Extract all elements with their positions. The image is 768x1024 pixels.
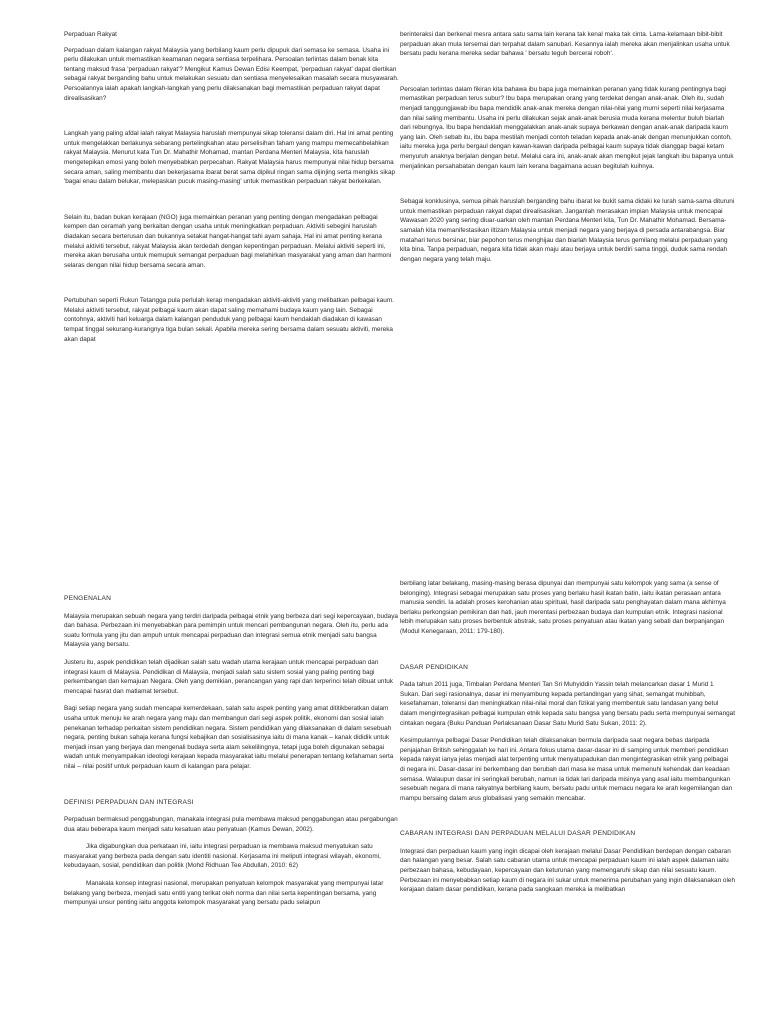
paragraph: Perpaduan dalam kalangan rakyat Malaysia yang berbilang kaum perlu dipupuk dari semasa ke semasa. Usaha ini perlu dilakukan untuk memastikan keamanan negara sentiasa terpelihara. Persoalan terlintas dalam benak kita tentang maksud frasa 'perpaduan rakyat'? Mengikut Kamus Dewan Edisi Keempat, 'perpaduan rakyat' dapat diertikan sebagai rakyat berganding bahu untuk melakukan sesuatu dan sentiasa menyelesaikan masalah secara musyawarah. Persoalannya ialah apakah langkah-langkah yang perlu dilaksanakan bagi memastikan perpaduan rakyat dapat direalisasikan? xyxy=(64,46,399,102)
paragraph: Justeru itu, aspek pendidikan telah dijadikan salah satu wadah utama kerajaan untuk mencapai perpaduan dan integrasi kaum di Malaysia. Pendidikan di Malaysia, menjadi salah satu sistem sosial yang paling penting bagi perkembangan dan kemajuan Negara. Oleh yang demikian, perancangan yang rapi dan terperinci telah dibuat untuk mencapai hasrat dan matlamat tersebut. xyxy=(64,658,393,695)
page2-left-column xyxy=(64,590,399,1022)
paragraph: berinteraksi dan berkenal mesra antara satu sama lain kerana tak kenal maka tak cinta. Lama-kelamaan bibit-bibit perpaduan akan mula tersemai dan terpahat dalam sanubari. Kesannya ialah mereka akan menjalinkan usaha untuk bersatu padu kerana mereka sedar bahawa ' bersatu teguh bercerai roboh'. xyxy=(400,31,730,58)
paragraph: Selain itu, badan bukan kerajaan (NGO) juga memainkan peranan yang penting dengan mengadakan pelbagai kempen dan ceramah yang berkaitan dengan usaha untuk meningkatkan perpaduan. Aktiviti sebegini haruslah diadakan secara berterusan dan bukannya setakat hangat-hangat tahi ayam sahaja. Hal ini amat penting kerana melalui aktiviti tersebut, rakyat Malaysia akan terdedah dengan kepentingan perpaduan. Melalui aktiviti seperti ini, mereka akan berusaha untuk memupuk semangat perpaduan bagi melahirkan masyarakat yang aman dan harmoni selaras dengan nilai hidup bersama secara aman. xyxy=(64,213,392,269)
paragraph: Pertubuhan seperti Rukun Tetangga pula perlulah kerap mengadakan aktiviti-aktiviti yang melibatkan pelbagai kaum. Melalui aktiviti tersebut, rakyat pelbagai kaum akan dapat saling memahami budaya kaum yang lain. Sebagai contohnya, aktiviti hari keluarga dalam kalangan penduduk yang pelbagai kaum hendaklah diadakan di kawasan tempat tinggal sekurang-kurangnya tiga bulan sekali. Apabila mereka sering bersama dalam sesuatu aktiviti, mereka akan dapat xyxy=(64,297,394,343)
page2-right-column xyxy=(400,579,735,1022)
section-heading: CABARAN INTEGRASI DAN PERPADUAN MELALUI DASAR PENDIDIKAN xyxy=(400,830,636,838)
page1-left-column xyxy=(64,30,399,510)
document-page-2 xyxy=(0,512,768,1024)
paragraph: Pada tahun 2011 juga, Timbalan Perdana Menteri Tan Sri Muhyiddin Yassin telah melancarkan dasar 1 Murid 1 Sukan. Dari segi rasionalnya, dasar ini menyambung kepada pertandingan yang sihat, semangat muhibbah, kesefahaman, toleransi dan meningkatkan nilai-nilai moral dan fizikal yang membentuk satu landasan yang betul dalam mengintegrasikan pelbagai kumpulan etnik kepada satu bangsa yang bersatu padu serta mempunyai semangat cintakan negara (Buku Panduan Perlaksanaan Dasar Satu Murid Satu Sukan, 2011: 2). xyxy=(400,681,735,727)
paragraph: Perpaduan bermaksud penggabungan, manakala integrasi pula membawa maksud penggabungan atau pergabungan dua atau beberapa kaum menjadi satu kesatuan atau penyatuan (Kamus Dewan, 2002). xyxy=(64,816,398,833)
paragraph: Sebagai konklusinya, semua pihak haruslah berganding bahu ibarat ke bukit sama didaki ke lurah sama-sama dituruni untuk memastikan perpaduan rakyat dapat direalisasikan. Janganlah merasakan impian Malaysia untuk mencapai Wawasan 2020 yang sering diuar-uarkan oleh mantan Perdana Menteri kita, Tun Dr. Mahathir Mohamad. Bersama-samalah kita memanifestasikan iltizam Malaysia untuk menjadi negara yang berjaya di persada antarabangsa. Biar matahari terus bersinar, biar pepohon terus menghijau dan biarlah Malaysia terus gemilang melalui perpaduan yang kita bina. Tanpa perpaduan, negara kita tidak akan maju atau berjaya untuk berdiri sama tinggi, duduk sama rendah dengan negara yang telah maju. xyxy=(400,198,735,263)
paragraph: Kesimpulannya pelbagai Dasar Pendidikan telah dilaksanakan bermula daripada saat negara bebas daripada penjajahan British sehinggalah ke hari ini. Antara fokus utama dasar-dasar ini di samping untuk memberi pendidikan kepada rakyat ianya jelas menjadi alat terpenting untuk menyatupadukan dan mengintegrasikan etnik yang pelbagai di negara ini. Dasar-dasar ini berkembang dan berubah dari masa ke masa untuk memenuhi kehendak dan keadaan semasa. Walaupun dasar ini seringkali berubah, namun ia tidak lari daripada misinya yang asal iaitu membangunkan sesebuah negara di mana rakyatnya berbilang kaum, bersatu padu untuk memacu negara ke arah kegemilangan dan mampu bersaing dalam arus globalisasi yang semakin mencabar. xyxy=(400,737,733,802)
essay-title: Perpaduan Rakyat xyxy=(64,31,117,38)
section-heading: DASAR PENDIDIKAN xyxy=(400,663,469,671)
paragraph: Jika digabungkan dua perkataan ini, iaitu integrasi perpaduan ia membawa maksud menyatukan satu masyarakat yang berbeza pada dengan satu identiti nasional. Kerjasama ini meliputi integrasi wilayah, ekonomi, kebudayaan, sosial, pendidikan dan politik (Mohd Ridhuan Tee Abdullah, 2010: 62) xyxy=(64,843,381,870)
section-heading: PENGENALAN xyxy=(64,595,112,602)
paragraph: Integrasi dan perpaduan kaum yang ingin dicapai oleh kerajaan melalui Dasar Pendidikan berdepan dengan cabaran dan halangan yang besar. Salah satu cabaran utama untuk mencapai perpaduan kaum ini ialah aspek dalaman iaitu perbezaan bahasa, kebudayaan, kepercayaan dan keturunan yang memengaruhi sikap dan nilai sesuatu kaum. Perbezaan ini menyebabkan setiap kaum di negara ini sukar untuk menerima perubahan yang ingin dilaksanakan oleh kerajaan dalam dasar pendidikan, kerana pada sangkaan mereka ia melibatkan xyxy=(400,847,735,894)
paragraph: Manakala konsep integrasi nasional, merupakan penyatuan kelompok masyarakat yang mempunyai latar belakang yang berbeza, menjadi satu entiti yang terikat oleh norma dan nilai serta kepentingan bersama, yang mempunyai unsur penting iaitu anggota kelompok masyarakat yang bersatu padu selaipun xyxy=(64,880,384,907)
paragraph: Malaysia merupakan sebuah negara yang terdiri daripada pelbagai etnik yang berbeza dari segi kepercayaan, budaya dan bahasa. Perbezaan ini menyebabkan para pemimpin untuk mencari pembangunan negara. Oleh itu, perlu ada suatu formula yang jitu dan ampuh untuk mencapai perpaduan dan integrasi semua etnik menjadi satu bangsa Malaysia yang bersatu. xyxy=(64,612,398,649)
paragraph: berbilang latar belakang, masing-masing berasa dipunyai dan mempunyai satu kelompok yang sama (a sense of belonging). Integrasi sebagai merupakan satu proses yang berlaku hasil ikatan batin, iaitu ikatan perasaan antara manusia sendiri. Ia adalah proses kerohanian atau spiritual, hasil daripada satu penghayatan dalam mana akhirnya berlaku perkongsian pemikiran dan hati, jauh merentasi perbezaan budaya dan kumpulan etnik. Integrasi nasional lebih merupakan satu proses berbentuk abstrak, satu proses penyatuan atau ikatan yang sebati dan berpanjangan (Modul Kenegaraan, 2011: 179-180). xyxy=(400,580,726,635)
paragraph: Bagi setiap negara yang sudah mencapai kemerdekaan, salah satu aspek penting yang amat dititikberatkan dalam usaha untuk menuju ke arah negara yang maju dan membangun dari segi aspek politik, ekonomi dan sosial ialah penekanan terhadap perkaitan sistem pendidikan negara. Sistem pendidikan yang dilaksanakan di dalam sesebuah negara, penting bukan sahaja kerana fungsi kebajikan dan sosialisasinya iaitu di mana kanak – kanak dididik untuk menjadi insan yang berjaya dan mengenali budaya serta alam sekelilingnya, tetapi juga boleh digunakan sebagai wadah untuk menyampaikan ideologi kerajaan kepada masyarakat iaitu melalui penerapan tentang kefahaman serta nilai – nilai positif untuk perpaduan kaum di kalangan para pelajar. xyxy=(64,705,394,770)
section-heading: DEFINISI PERPADUAN DAN INTEGRASI xyxy=(64,798,194,806)
paragraph: Persoalan terlintas dalam fikiran kita bahawa ibu bapa juga memainkan peranan yang tidak kurang pentingnya bagi memastikan perpaduan terus subur? Ibu bapa merupakan orang yang terdekat dengan anak-anak. Oleh itu, sudah menjadi tanggungjawab ibu bapa mendidik anak-anak mereka dengan nilai-nilai yang murni seperti nilai kerjasama dan nilai saling membantu. Usaha ini perlu dilakukan sejak anak-anak berusia muda kerana melentur buluh biarlah dari rebungnya. Ibu bapa hendaklah menggalakkan anak-anak supaya berkawan dengan anak-anak daripada kaum yang lain. Oleh sebab itu, ibu bapa mestilah menjadi contoh teladan kepada anak-anak dengan menunjukkan contoh, iaitu mereka juga perlu bergaul dengan kawan-kawan daripada pelbagai kaum supaya tidak dianggap bagai ketam menyuruh anaknya berjalan dengan betul. Melalui cara ini, anak-anak akan mengikut jejak langkah ibu bapanya untuk menjalinkan persahabatan dengan kaum lain kerana bagaimana acuan begitulah kuihnya. xyxy=(400,85,734,170)
page1-right-column xyxy=(400,30,735,510)
paragraph: Langkah yang paling afdal ialah rakyat Malaysia haruslah mempunyai sikap toleransi dalam diri. Hal ini amat penting untuk mengelakkan berlakunya sebarang pertelingkahan atau perselisihan faham yang mampu memecahbelahkan rakyat Malaysia. Menurut kata Tun Dr. Mahathir Mohamad, mantan Perdana Menteri Malaysia, kita haruslah mengetepikan emosi yang boleh menyebabkan perpecahan. Rakyat Malaysia harus mempunyai nilai hidup bersama secara aman, saling membantu dan bekerjasama ibarat berat sama dipikul ringan sama dijinjing serta mengikis sikap 'bagai enau dalam belukar, melepaskan pucuk masing-masing' untuk memastikan perpaduan rakyat berkekalan. xyxy=(64,130,396,186)
